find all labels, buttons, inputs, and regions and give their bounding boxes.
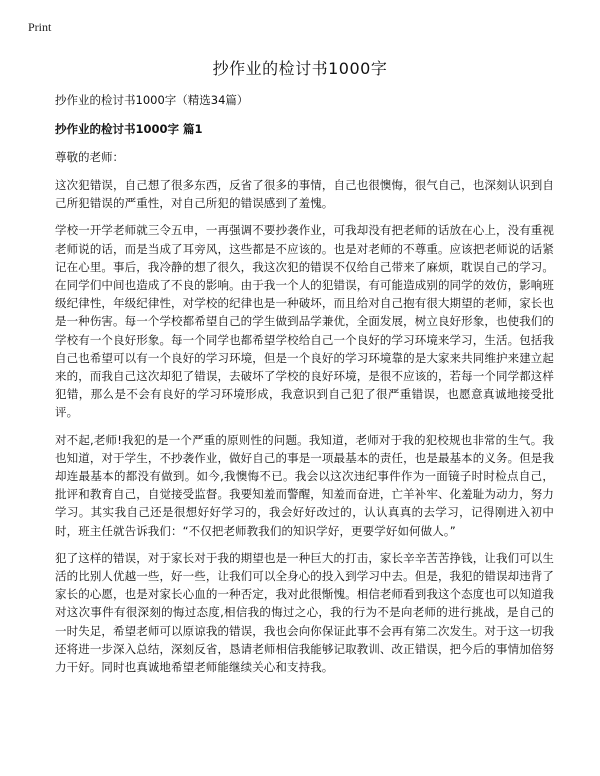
document-body [55, 92, 554, 685]
document-subtitle: 抄作业的检讨书1000字（精选34篇） [55, 93, 249, 107]
section-heading: 抄作业的检讨书1000字 篇1 [55, 122, 203, 136]
salutation: 尊敬的老师： [55, 150, 124, 164]
paragraph-4: 犯了这样的错误，对于家长对于我的期望也是一种巨大的打击，家长辛辛苦苦挣钱，让我们可以生活的比别人优越一些，好一些，让我们可以全身心的投入到学习中去。但是，我犯的错误却违背了家长的心愿，也是对家长心血的一种否定，我对此很惭愧。相信老师看到我这个态度也可以知道我对这次事件有很深刻的悔过态度,相信我的悔过之心，我的行为不是向老师的进行挑战，是自己的一时失足，希望老师可以原谅我的错误，我也会向你保证此事不会再有第二次发生。对于这一切我还将进一步深入总结，深刻反省，恳请老师相信我能够记取教训、改正错误，把今后的事情加倍努力干好。同时也真诚地希望老师能继续关心和支持我。 [55, 550, 554, 675]
page-title: 抄作业的检讨书1000字 [212, 59, 388, 78]
print-link[interactable]: Print [28, 20, 52, 34]
paragraph-1: 这次犯错误，自己想了很多东西，反省了很多的事情，自己也很懊悔，很气自己，也深刻认识到自己所犯错误的严重性，对自己所犯的错误感到了羞愧。 [55, 178, 554, 211]
paragraph-3: 对不起,老师!我犯的是一个严重的原则性的问题。我知道，老师对于我的犯校规也非常的生气。我也知道，对于学生，不抄袭作业，做好自己的事是一项最基本的责任，也是最基本的义务。但是我却连最基本的都没有做到。如今,我懊悔不已。我会以这次违纪事件作为一面镜子时时检点自己，批评和教育自己，自觉接受监督。我要知羞而警醒，知羞而奋进，亡羊补牢、化羞耻为动力，努力学习。其实我自己还是很想好好学习的，我会好好改过的，认认真真的去学习，记得刚进入初中时，班主任就告诉我们：“不仅把老师教我们的知识学好，更要学好如何做人。” [55, 432, 554, 538]
paragraph-2: 学校一开学老师就三令五申，一再强调不要抄袭作业，可我却没有把老师的话放在心上，没有重视老师说的话，而是当成了耳旁风，这些都是不应该的。也是对老师的不尊重。应该把老师说的话紧记在心里。事后，我冷静的想了很久，我这次犯的错误不仅给自己带来了麻烦，耽误自己的学习。在同学们中间也造成了不良的影响。由于我一个人的犯错误，有可能造成别的同学的效仿，影响班级纪律性，年级纪律性，对学校的纪律也是一种破坏，而且给对自己抱有很大期望的老师，家长也是一种伤害。每一个学校都希望自己的学生做到品学兼优，全面发展，树立良好形象，也使我们的学校有一个良好形象。每一个同学也都希望学校给自己一个良好的学习环境来学习，生活。包括我自己也希望可以有一个良好的学习环境，但是一个良好的学习环境靠的是大家来共同维护来建立起来的，而我自己这次却犯了错误，去破坏了学校的良好环境，是很不应该的，若每一个同学都这样犯错，那么是不会有良好的学习环境形成，我意识到自己犯了很严重错误，也愿意真诚地接受批评。 [55, 223, 554, 420]
